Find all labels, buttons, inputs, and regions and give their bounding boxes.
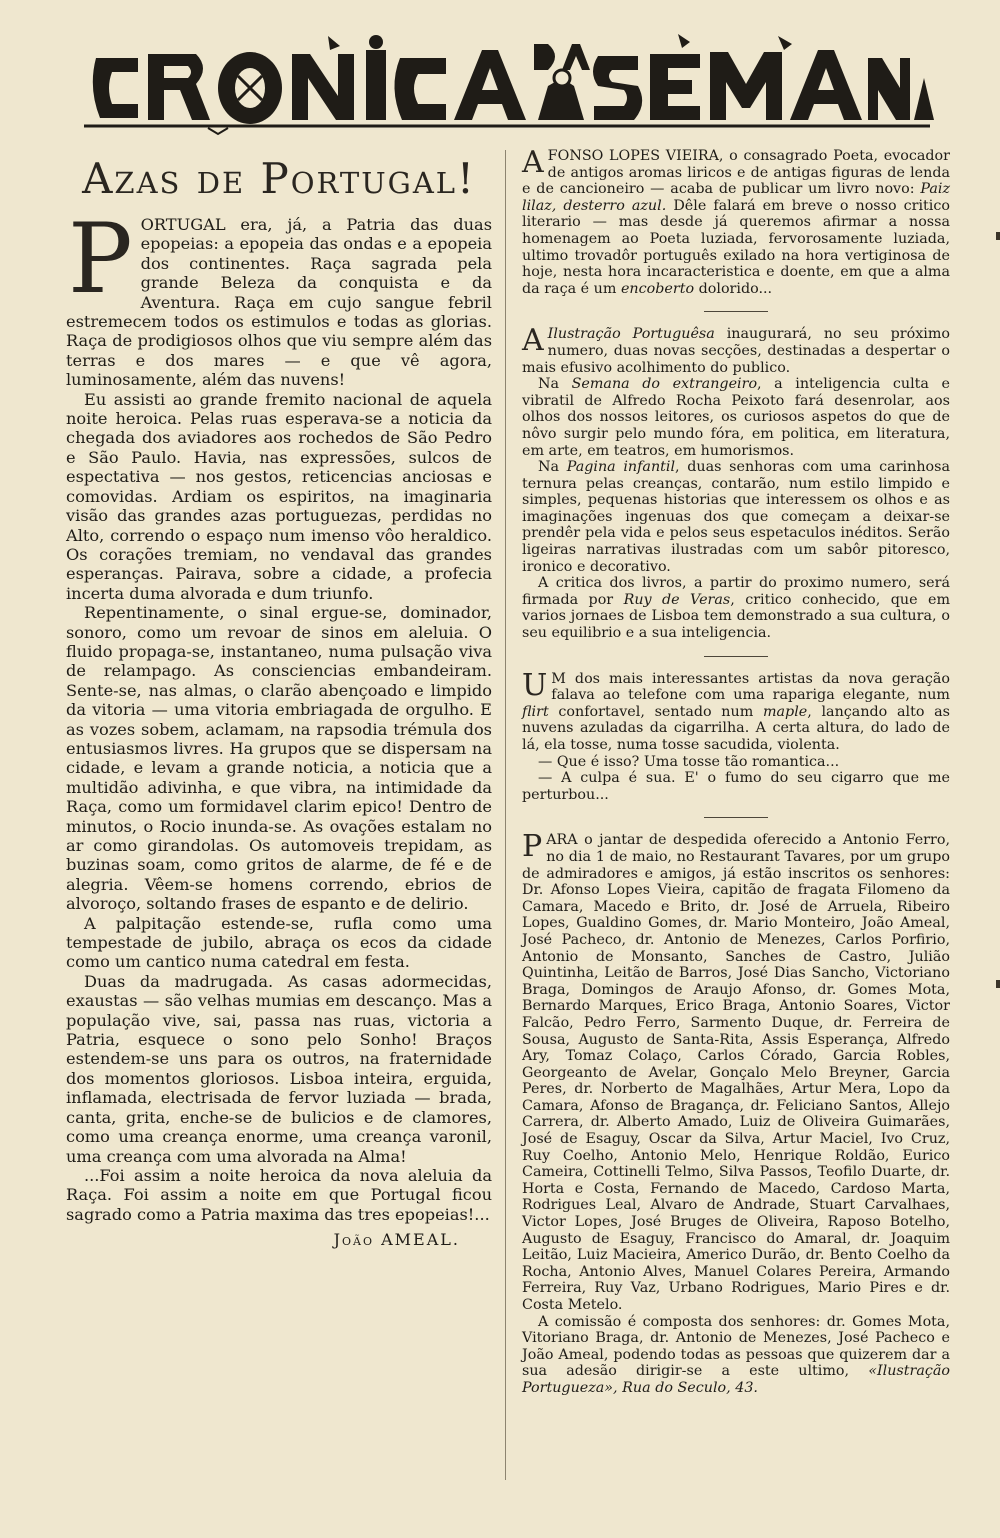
article-signature: João AMEAL. — [333, 1230, 460, 1250]
section-separator — [704, 817, 768, 818]
text: Na — [538, 459, 567, 476]
article-column — [66, 148, 492, 1249]
text: , critico conhecido, que em varios jornaes de Lisboa tem demonstrado a sua cultura, o seu equilibrio e a sua inteligencia. — [522, 591, 951, 642]
edge-mark — [996, 980, 1000, 988]
text: Na — [538, 376, 572, 393]
dialogue-line: — A culpa é sua. E' o fumo do seu cigarro que me perturbou... — [522, 770, 950, 803]
article-paragraph-2: Eu assisti ao grande fremito nacional de aquela noite heroica. Pelas ruas esperava-se a noticia da chegada dos aviadores aos rochedos de São Pedro e São Paulo. Havia, nas expressões, sulcos de espectativa — nos gestos, reticencias anciosas e comovidas. Ardiam os espiritos, na imaginaria visão das grandes azas portuguezas, perdidas no Alto, correndo o espaço num imenso vôo heraldico. Os corações tremiam, no vendaval das grandes esperanças. Pairava, sobre a cidade, a profecia incerta duma alvorada e dum triunfo. — [66, 389, 492, 603]
text: M dos mais interessantes artistas da nova geração falava ao telefone com uma rapariga elegante, num — [551, 670, 950, 704]
article-paragraph-5: Duas da madrugada. As casas adormecidas, exaustas — são velhas mumias em descanço. Mas a população vive, sai, passa nas ruas, victoria a Patria, esquece o sono pelo Sonho! Braços estendem-se uns para os outros, na fraternidade dos momentos gloriosos. Lisboa inteira, erguida, inflamada, electrisada de fervor luziada — brada, canta, grita, enche-se de bulicios e de clamores, como uma creança enorme, uma creança varonil, uma creança com uma alvorada na Alma! — [66, 971, 492, 1166]
note-paragraph — [522, 376, 950, 459]
text: , duas senhoras com uma carinhosa ternura pelas creanças, contarão, num estilo limpido e simples, pequenas historias que interessem os olhos e as imaginações ingenuas dos que começam a deixar-se prendêr pela vida e pelos seus espetaculos inéditos. Serão ligeiras narrativas ilustradas com um sabôr pitoresco, ironico e decorativo. — [522, 459, 950, 575]
note-paragraph — [522, 575, 950, 641]
article-paragraph-4: A palpitação estende-se, rufla como uma tempestade de jubilo, abraça os ecos da cidade como um cantico numa catedral em festa. — [66, 913, 492, 972]
note-farewell-dinner — [522, 829, 950, 1396]
section-separator — [704, 311, 768, 312]
text: dolorido... — [694, 280, 773, 297]
small-drop-cap: A — [522, 323, 544, 359]
dialogue-line: — Que é isso? Uma tosse tão romantica... — [538, 753, 840, 770]
italic-word: maple — [762, 703, 808, 720]
magazine-name: Ilustração Portuguêsa — [547, 326, 715, 343]
small-drop-cap: P — [522, 829, 543, 865]
section-name: Pagina infantil — [566, 459, 676, 476]
article-paragraph-6: ...Foi assim a noite heroica da nova aleluia da Raça. Foi assim a noite em que Portugal ficou sagrado como a Patria maxima das tres epopeias!... — [66, 1165, 492, 1224]
article-paragraph-1 — [66, 203, 492, 390]
edge-mark — [996, 232, 1000, 240]
note-paragraph — [522, 145, 950, 297]
note-paragraph — [522, 1314, 950, 1397]
note-paragraph — [522, 323, 950, 376]
note-paragraph — [522, 667, 950, 754]
article-headline: Azas de Portugal! — [82, 154, 476, 203]
note-lopes-vieira — [522, 145, 950, 297]
text: Dêle falará em breve o nosso critico literario — mas desde já queremos afirmar a nossa homenagem ao Poeta luziada, fervorosamente luziada, ultimo trovadôr português exilado na hora vertiginosa de hoje, nesta hora incaracteristica e doente, em que a alma da raça é um — [522, 197, 950, 297]
text: A comissão é composta dos senhores: dr. Gomes Mota, Vitoriano Braga, dr. Antonio de Menezes, José Pacheco e João Ameal, podendo todas as pessoas que quizerem dar a sua adesão dirigir-se a este ultimo, — [522, 1313, 950, 1380]
critic-name: Ruy de Veras — [623, 591, 731, 608]
small-drop-cap: A — [522, 145, 544, 180]
italic-word: flirt — [522, 703, 549, 720]
text: inaugurará, no seu próximo numero, duas novas secções, destinadas a despertar o mais efusivo acolhimento do publico. — [522, 326, 950, 376]
section-name: Semana do extrangeiro — [571, 376, 758, 393]
book-title: Paiz lilaz, desterro azul. — [522, 181, 950, 214]
text: A critica dos livros, a partir do proximo numero, será firmada por — [522, 575, 950, 608]
text: , lançando alto as nuvens azuladas da cigarrilha. A certa altura, do lado de lá, ela tosse, numa tosse sacudida, violenta. — [522, 703, 950, 753]
masthead-illustration — [78, 28, 936, 136]
note-paragraph — [522, 459, 950, 575]
note-new-sections — [522, 323, 951, 642]
section-separator — [704, 656, 768, 657]
note-paragraph — [522, 829, 950, 1313]
text: , a inteligencia culta e vibratil de Alfredo Rocha Peixoto fará desenrolar, aos olhos dos nossos leitores, os curiosos aspetos do que de nôvo surgir pelo mundo fóra, em politica, em literatura, em arte, em teatros, em humorismos. — [522, 376, 950, 459]
text: FONSO LOPES VIEIRA, o consagrado Poeta, evocador de antigos aromas liricos e de antigas figuras de lenda e de cancioneiro — acaba de publicar um livro novo: — [522, 148, 950, 198]
article-paragraph-3: Repentinamente, o sinal ergue-se, dominador, sonoro, como um revoar de sinos em aleluia. O fluido propaga-se, instantaneo, numa pulsação viva de relampago. As consciencias embandeiram. Sente-se, nas almas, o clarão abençoado e limpido da vitoria — uma vitoria embriagada de orgulho. E as vozes sobem, aclamam, na rapsodia trémula dos entusiasmos livres. Ha grupos que se dispersam na cidade, e levam a grande noticia, a noticia que a multidão adivinha, e que vibra, na intimidade da Raça, como um formidavel clarim epico! Dentro de minutos, o Rocio inunda-se. As ovações estalam no ar como girandolas. Os automoveis trepidam, as buzinas soam, como gritos de alarme, de fé e de alegria. Vêem-se homens correndo, ebrios de alvoroço, soltando frases de espanto e de delirio. — [66, 603, 492, 914]
paragraph-text: ORTUGAL era, já, a Patria das duas epopeias: a epopeia das ondas e a epopeia dos continentes. Raça sagrada pela grande Beleza da conquista e da Aventura. Raça em cujo sangue febril estremecem todos os estimulos e todas as glorias. Raça de prodigiosos olhos que viu sempre além das terras e dos mares — e que vê agora, luminosamente, além das nuvens! — [66, 215, 492, 390]
masthead-lettering-art — [78, 28, 936, 136]
text: ARA o jantar de despedida oferecido a Antonio Ferro, no dia 1 de maio, no Restaurant Tavares, por um grupo de admiradores e amigos, já estão inscritos os senhores: Dr. Afonso Lopes Vieira, capitão de fragata Filomeno da Camara, Macedo e Brito, dr. José de Arruela, Ribeiro Lopes, Gualdino Gomes, dr. Mario Monteiro, João Ameal, José Pacheco, dr. Antonio de Menezes, Carlos Porfirio, Antonio de Monsanto, Sanches de Castro, Julião Quintinha, Leitão de Barros, José Dias Sancho, Victoriano Braga, Domingos de Araujo Afonso, dr. Gomes Mota, Bernardo Marques, Erico Braga, Antonio Soares, Victor Falcão, Pedro Ferro, Sarmento Duque, dr. Ferreira de Sousa, Augusto de Santa-Rita, Assis Esperança, Alfredo Ary, Tomaz Colaço, Carlos Córado, Garcia Robles, Georgeanto de Avelar, Gonçalo Melo Breyner, Garcia Peres, dr. Norberto de Magalhães, Artur Mera, Lopo da Camara, Afonso de Bragança, dr. Feliciano Santos, Allejo Carrera, dr. Alberto Amado, Luiz de Oliveira Guimarães, José de Esaguy, Oscar da Silva, Artur Maciel, Ivo Cruz, Ruy Coelho, Antonio Melo, Henrique Roldão, Eurico Cameira, Cottinelli Telmo, Silva Passos, Teofilo Duarte, dr. Horta e Costa, Fernando de Macedo, Cardoso Marta, Rodrigues Leal, Alvaro de Andrade, Stuart Carvalhaes, Victor Lopes, José Bruges de Oliveira, Raposo Botelho, Augusto de Esaguy, Francisco do Amaral, dr. Joaquim Leitão, Luiz Macieira, Americo Durão, dr. Bento Coelho da Rocha, Antonio Alves, Manuel Colares Pereira, Armando Ferreira, Ruy Vaz, Urbano Rodrigues, Mario Pires e dr. Costa Metelo. — [522, 832, 950, 1313]
notes-column — [522, 145, 951, 1397]
note-telephone-anecdote — [522, 667, 950, 804]
column-divider — [505, 150, 506, 1480]
address: «Ilustração Portugueza», Rua do Seculo, 43. — [522, 1363, 950, 1396]
italic-word: encoberto — [620, 280, 695, 297]
drop-cap: P — [68, 203, 133, 315]
small-drop-cap: U — [522, 667, 548, 703]
text: confortavel, sentado num — [548, 703, 763, 720]
